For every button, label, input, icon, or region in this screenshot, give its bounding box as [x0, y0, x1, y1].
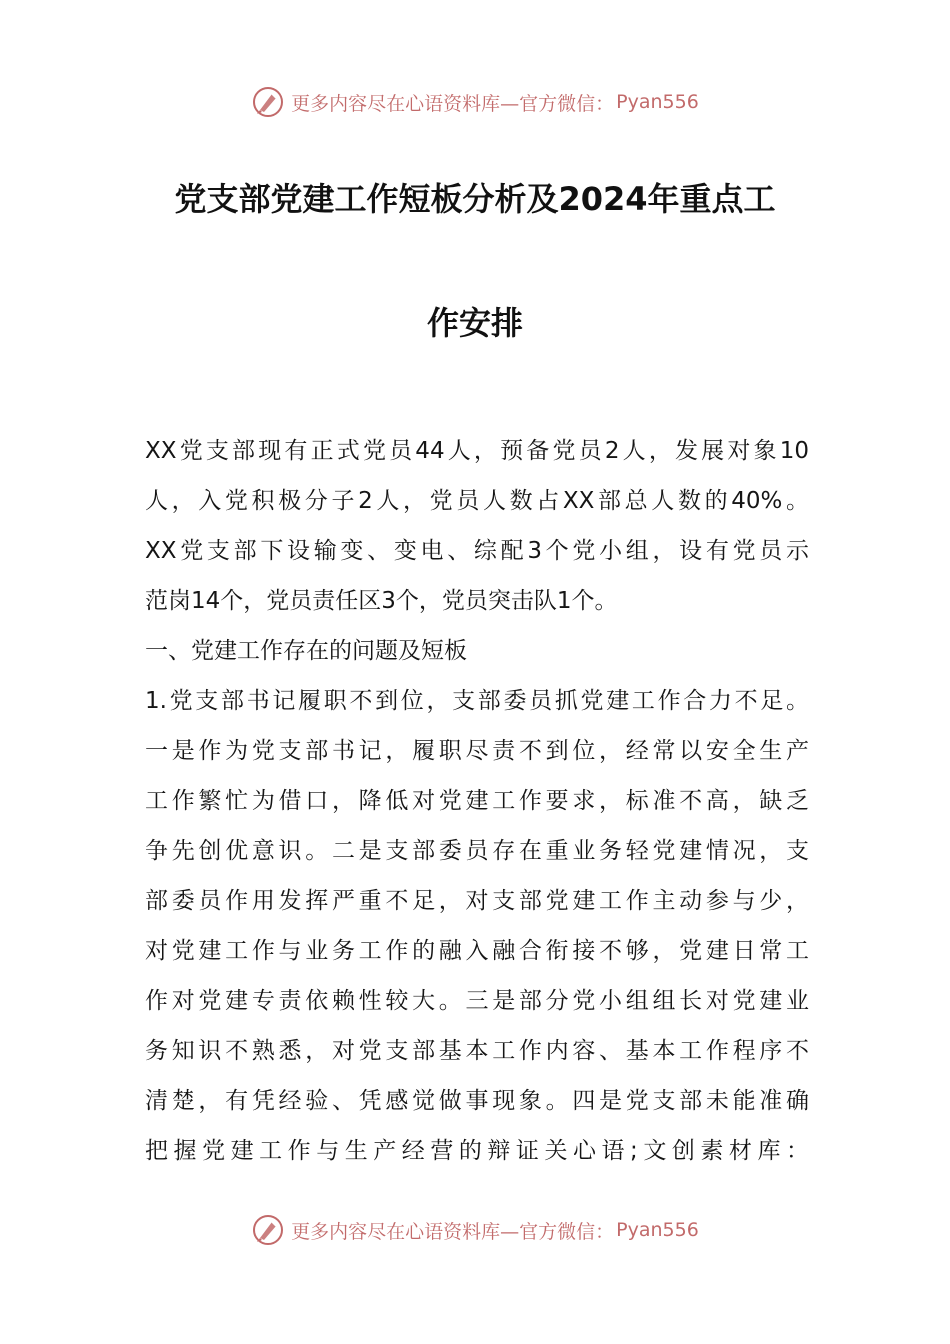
section-heading: 一、党建工作存在的问题及短板	[145, 638, 467, 664]
body-line: 作对党建专责依赖性较大。三是部分党小组组长对党建业	[145, 988, 809, 1014]
footer-watermark	[0, 1210, 950, 1250]
body-line: XX党支部现有正式党员44人，预备党员2人，发展对象10	[145, 438, 809, 464]
body-line: 部委员作用发挥严重不足，对支部党建工作主动参与少，	[145, 888, 809, 914]
pen-nib-icon	[251, 1213, 285, 1247]
pen-nib-icon	[251, 85, 285, 119]
body-line: 清楚，有凭经验、凭感觉做事现象。四是党支部未能准确	[145, 1088, 809, 1114]
body-line: 争先创优意识。二是支部委员存在重业务轻党建情况，支	[145, 838, 809, 864]
body-line: 范岗14个，党员责任区3个，党员突击队1个。	[145, 588, 618, 614]
body-line: XX党支部下设输变、变电、综配3个党小组，设有党员示	[145, 538, 809, 564]
body-line: 一是作为党支部书记，履职尽责不到位，经常以安全生产	[145, 738, 809, 764]
watermark-wechat-id: Pyan556	[616, 91, 699, 113]
document-title-line-1: 党支部党建工作短板分析及2024年重点工	[174, 180, 776, 218]
subsection-heading: 1.党支部书记履职不到位，支部委员抓党建工作合力不足。	[145, 688, 809, 714]
watermark-text: 更多内容尽在心语资料库—官方微信：	[291, 92, 615, 115]
body-line: 工作繁忙为借口，降低对党建工作要求，标准不高，缺乏	[145, 788, 809, 814]
body-line: 把握党建工作与生产经营的辩证关心语;文创素材库：	[145, 1138, 809, 1164]
header-watermark	[0, 82, 950, 122]
document-title-line-2: 作安排	[426, 304, 523, 342]
body-line: 人，入党积极分子2人，党员人数占XX部总人数的40%。	[145, 488, 809, 514]
watermark-text: 更多内容尽在心语资料库—官方微信：	[291, 1220, 615, 1243]
body-line: 务知识不熟悉，对党支部基本工作内容、基本工作程序不	[145, 1038, 809, 1064]
body-line: 对党建工作与业务工作的融入融合衔接不够，党建日常工	[145, 938, 809, 964]
document-body	[145, 426, 809, 1176]
watermark-wechat-id: Pyan556	[616, 1219, 699, 1241]
